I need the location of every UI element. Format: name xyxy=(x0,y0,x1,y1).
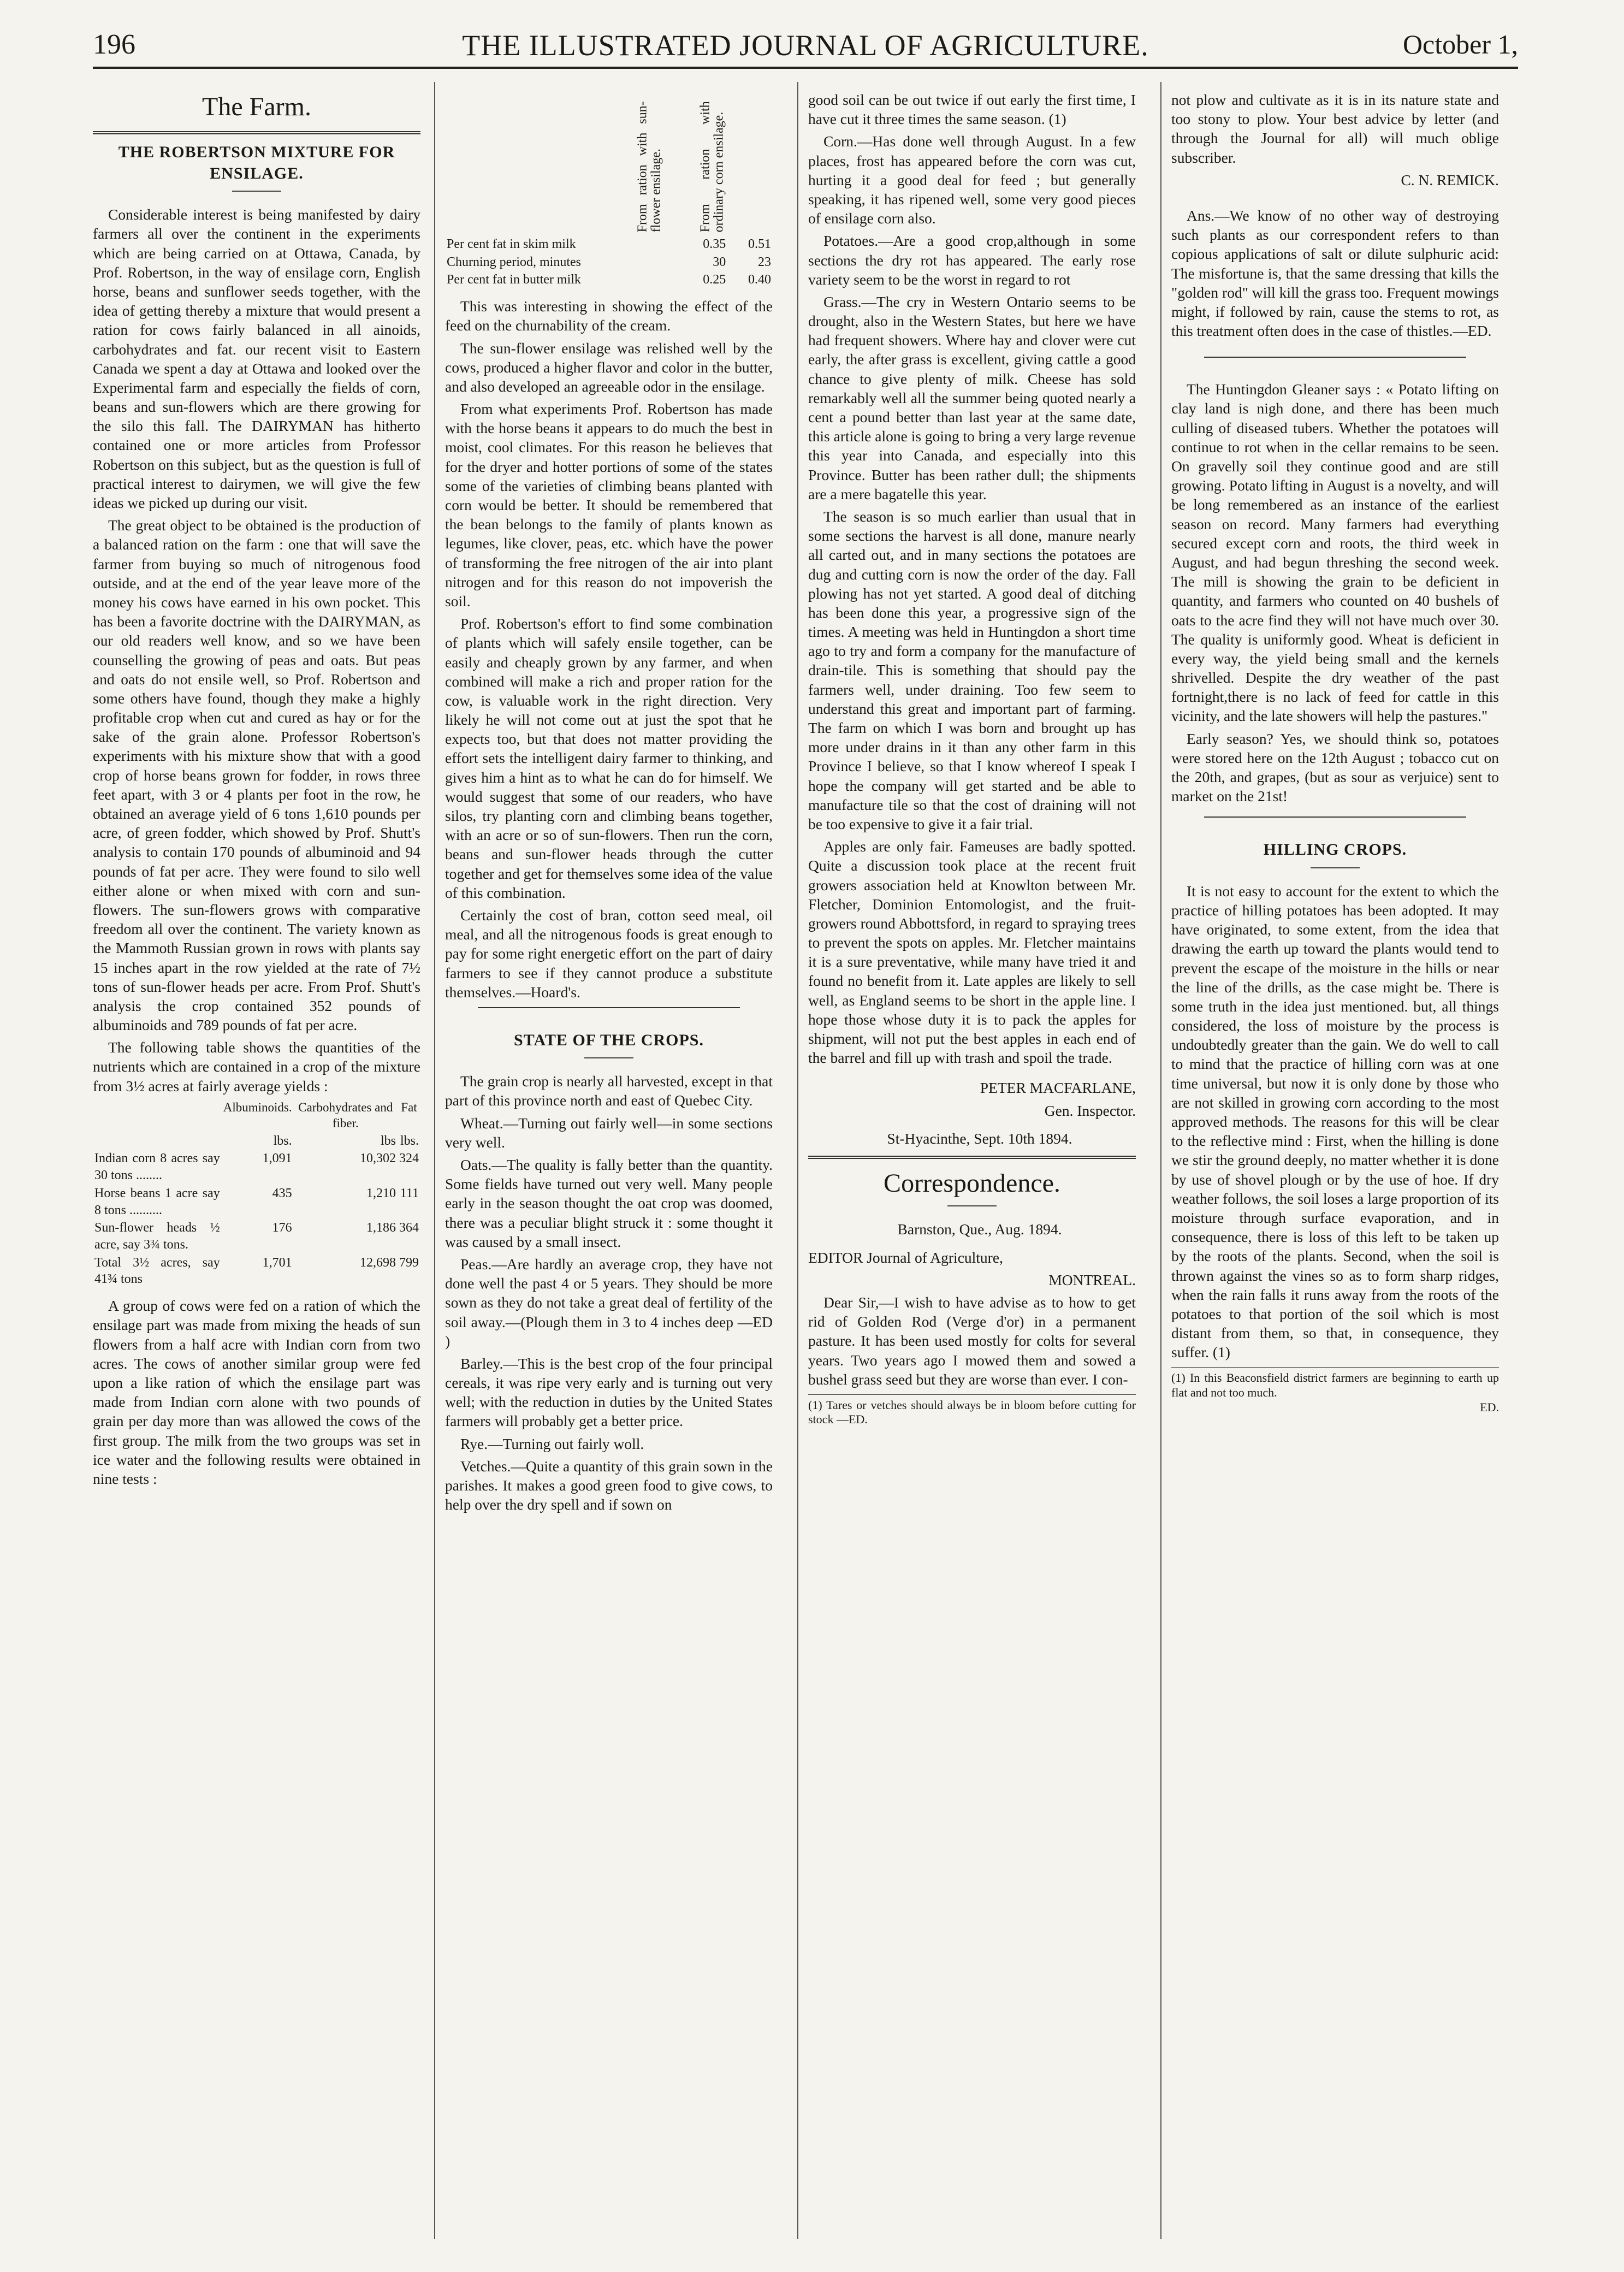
table-cell: 1,701 xyxy=(262,1255,292,1270)
column-2 xyxy=(445,90,773,2231)
paragraph: good soil can be out twice if out early the first time, I have cut it three times the same season. (1) xyxy=(808,91,1136,128)
paragraph: A group of cows were fed on a ration of which the ensilage part was made from mixing the heads of sun flowers from a half acre with Indian corn from two acres. The cows of another similar group were fed upon a like ration of which the ensilage part was made from Indian corn alone with two pounds of grain per day more than was allowed the cows of the first group. The milk from the two groups was set in ice water and the following results were obtained in nine tests : xyxy=(93,1297,420,1487)
table-cell: 12,698 xyxy=(359,1255,396,1270)
page-number: 196 xyxy=(93,29,135,60)
paragraph: Ans.—We know of no other way of destroying such plants as our correspondent refers to than copious applications of salt or dilute sulphuric acid: The misfortune is, that the same dressing that kills the "golden rod" will kill the grass too. Frequent mowings might, if followed by rain, cause the stems to rot, as this treatment often does in the case of thistles.—ED. xyxy=(1171,206,1499,340)
table-cell: 799 xyxy=(399,1255,419,1270)
paragraph: Considerable interest is being manifested by dairy farmers all over the continent in the experiments which are being carried on at Ottawa, Canada, by Prof. Robertson, in the way of ensilage corn, English horse, beans and sunflower seeds together, with the idea of getting thereby a mixture that would present a ration for cows fairly balanced in all ainoids, carbohydrates and fat. our recent visit to Eastern Canada we spent a day at Ottawa and looked over the Experimental farm and especially the fields of corn, beans and sun-flowers which are there growing for the silo this fall. The DAIRYMAN has hitherto contained one or more articles from Professor Robertson on this subject, but as the question is full of practical interest to dairymen, we will give the few ideas we picked up during our visit. xyxy=(93,206,420,512)
signature-title: Gen. Inspector. xyxy=(1044,1102,1136,1119)
article-title-state-of-crops: STATE OF THE CROPS. xyxy=(514,1031,704,1049)
table-cell: 364 xyxy=(399,1221,419,1235)
table-cell: 10,302 xyxy=(359,1151,396,1166)
results-table-head xyxy=(445,96,773,232)
title-rule xyxy=(947,1205,997,1206)
letter-signer: C. N. REMICK. xyxy=(1401,171,1499,188)
table-cell: 1,091 xyxy=(262,1151,292,1166)
paragraph: Peas.—Are hardly an average crop, they have not done well the past 4 or 5 years. They should be more sown as they do not take a great deal of fertility of the soil away.—(Plough them in 3 to 4 inches deep —ED ) xyxy=(445,1255,773,1350)
paragraph: Vetches.—Quite a quantity of this grain sown in the parishes. It makes a good green food to give cows, to help over the dry spell and if sown on xyxy=(445,1457,773,1513)
table-cell: 111 xyxy=(400,1186,419,1200)
paragraph: Rye.—Turning out fairly woll. xyxy=(460,1435,644,1452)
column-3 xyxy=(808,90,1136,2231)
table-cell: 324 xyxy=(399,1151,419,1166)
table-row xyxy=(445,235,773,253)
paragraph: The season is so much earlier than usual that in some sections the harvest is all done, manure nearly all carted out, and in many sections the potatoes are dug and cutting corn is now the order of the day. Fall plowing has not yet started. A good deal of ditching has been done this year, a progressive sign of the times. A meeting was held in Huntingdon a short time ago to try and form a company for the manufacture of drain-tile. This is something that should pay the farmers well, under draining. Too few seem to understand this great and important part of farming. The farm on which I was born and brought up has more under drains in it than any other farm in this Province I believe, so that I know whereof I speak I hope the company will get started and be able to manufacture tile so that the cost of draining will not be too expensive to give it a fair trial. xyxy=(808,507,1136,832)
table-cell: lbs. xyxy=(400,1133,419,1148)
table-cell: 435 xyxy=(272,1186,292,1200)
paragraph: Grass.—The cry in Western Ontario seems to be drought, also in the Western States, but here we have had frequent showers. Where hay and clover were cut early, the after grass is excellent, giving cattle a good chance to give plenty of milk. Cheese has sold remarkably well all the summer being quoted nearly a cent a pound better than last year at the same date, this article alone is going to bring a very large revenue this year into Canada, and especially into this Province. Butter has been rather dull; the shipments are a mere bagatelle this year. xyxy=(808,293,1136,502)
footnote: (1) Tares or vetches should always be in bloom before cutting for stock —ED. xyxy=(808,1394,1136,1427)
table-row xyxy=(445,271,773,289)
column-divider xyxy=(797,82,798,2239)
rotated-header: From ration with sun-flower ensilage. xyxy=(635,101,663,232)
section-rule xyxy=(93,131,420,134)
paragraph: Prof. Robertson's effort to find some combination of plants which will safely ensile together, can be easily and cheaply grown by any farmer, and when combined will make a rich and proper ration for the cow, is valuable work in the right direction. Very likely he will not come out at just the spot that he expects too, but that does not matter providing the effort sets the intelligent dairy farmer to thinking, and gives him a hint as to what he can do for himself. We would suggest that some of our readers, who have silos, try planting corn and climbing beans together, with an acre or so of sun-flowers. Then run the corn, beans and sun-flower heads through the cutter together and get for themselves some idea of the value of this combination. xyxy=(445,615,773,901)
paragraph: Barley.—This is the best crop of the four principal cereals, it was ripe very early and is turning out very well; with the reduction in duties by the United States farmers will probably get a better price. xyxy=(445,1354,773,1430)
table-header: Fat xyxy=(401,1100,417,1114)
separator xyxy=(1204,357,1466,358)
table-row xyxy=(93,1185,420,1219)
title-rule xyxy=(584,1057,633,1058)
section-rule xyxy=(808,1156,1136,1159)
signature-place-date: St-Hyacinthe, Sept. 10th 1894. xyxy=(887,1129,1072,1147)
table-cell: 0.51 xyxy=(748,237,771,251)
table-header: Albuminoids. xyxy=(223,1100,292,1114)
paragraph: Apples are only fair. Fameuses are badly spotted. Quite a discussion took place at the recent fruit growers association held at Knowlton between Mr. Fletcher, Dominion Entomologist, and the fruit-growers round Abbottsford, in regard to spraying trees to prevent the spots on apples. Mr. Fletcher maintains it is a sure preventative, while many have tried it and found no benefit from it. Late apples are likely to sell well, as England seems to be short in the apple line. I hope those whose duty it is to pack the apples for shipment, will not put the best apples in each end of the barrel and fill up with trash and spoil the trade. xyxy=(808,838,1136,1067)
header-rule xyxy=(93,67,1518,69)
paragraph: Corn.—Has done well through August. In a few places, frost has appeared before the corn was cut, hurting it a good deal for feed ; but generally speaking, it has ripened well, some very good pieces of ensilage corn also. xyxy=(808,133,1136,227)
column-4 xyxy=(1171,90,1499,2231)
table-cell xyxy=(93,1132,222,1150)
table-cell: lbs xyxy=(380,1133,396,1148)
table-cell: 0.35 xyxy=(703,237,726,251)
table-header: Carbohydrates and fiber. xyxy=(298,1100,393,1131)
column-divider xyxy=(434,82,435,2239)
table-cell: Per cent fat in skim milk xyxy=(447,237,576,251)
table-header-row xyxy=(93,1099,420,1132)
paragraph: Potatoes.—Are a good crop,although in some sections the dry rot has appeared. The early rose variety seem to be the worst in regard to rot xyxy=(808,232,1136,288)
letter-place-date: Barnston, Que., Aug. 1894. xyxy=(897,1221,1062,1238)
table-cell: 0.40 xyxy=(748,273,771,287)
table-cell: 0.25 xyxy=(703,273,726,287)
column-1 xyxy=(93,90,420,2231)
letter-body: Dear Sir,—I wish to have advise as to how to get rid of Golden Rod (Verge d'or) in a permanent pasture. It has been used mostly for colts for several years. Two years ago I mowed them and sowed a bushel grass seed but they are worse than ever. I con- xyxy=(808,1293,1136,1388)
paragraph: The grain crop is nearly all harvested, except in that part of this province north and east of Quebec City. xyxy=(445,1073,773,1109)
article-title-hilling-crops: HILLING CROPS. xyxy=(1263,841,1407,859)
paragraph: The following table shows the quantities of the nutrients which are contained in a crop of the mixture from 3½ acres at fairly average yields : xyxy=(93,1039,420,1094)
results-table xyxy=(445,235,773,289)
table-cell: 1,186 xyxy=(366,1221,396,1235)
table-cell: Indian corn 8 acres say 30 tons ........ xyxy=(94,1151,220,1183)
table-row xyxy=(93,1254,420,1288)
table-cell: 23 xyxy=(758,255,771,269)
table-units-row xyxy=(93,1132,420,1150)
table-cell: Per cent fat in butter milk xyxy=(447,273,581,287)
table-cell: 176 xyxy=(272,1221,292,1235)
table-cell: Churning period, minutes xyxy=(447,255,581,269)
nutrients-table xyxy=(93,1099,420,1288)
paragraph: The Huntingdon Gleaner says : « Potato lifting on clay land is nigh done, and there has been much culling of diseased tubers. Whether the potatoes will continue to rot when in the cellar remains to be seen. On gravelly soil they continue good and are still growing. Potato lifting in August is a novelty, and will be long remembered as an instance of the earliest season on record. Many farmers had everything secured except corn and roots, the third week in August, and had begun threshing the second week. The mill is showing the grain to be deficient in quantity, and farmers who counted on 40 bushels of oats to the acre find they will not have much over 30. The quality is uniformly good. Wheat is deficient in every way, the yield being small and the kernels shrivelled. Despite the dry weather of the past fortnight,there is no lack of feed for cattle in this vicinity, and the late showers will help the pastures." xyxy=(1171,381,1499,725)
section-title-correspondence: Correspondence. xyxy=(884,1168,1060,1198)
paragraph: From what experiments Prof. Robertson has made with the horse beans it appears to do much the best in moist, cool climates. For this reason he believes that for the dryer and hotter portions of some of the states some of the varieties of climbing beans planted with corn would be better. It should be remembered that the bean belongs to the family of plants known as legumes, like clover, peas, etc. which have the power of transforming the free nitrogen of the air into plant nitrogen and for this reason do not impoverish the soil. xyxy=(445,400,773,610)
paragraph: not plow and cultivate as it is in its nature state and too stony to plow. Your best advice by letter (and through the Journal for all) will much oblige subscriber. xyxy=(1171,91,1499,166)
paragraph: It is not easy to account for the extent to which the practice of hilling potatoes has been adopted. It may have originated, to some extent, from the idea that drawing the earth up toward the plants would tend to prevent the escape of the moisture in the hills or near the line of the drills, as the case might be. There is some truth in the idea just mentioned. but, all things considered, the loss of moisture by the process is undoubtedly greater than the gain. We do well to call to mind that the practice of hilling corn was at one time universal, but now it is only done by those who are not skilled in growing corn according to the most approved methods. The reasons for this will be clear to the reflective mind : First, when the hilling is done we stir the ground deeply, no matter whether it is done by use of shovel plough or by the use of hoe. If dry weather follows, the soil loses a large proportion of its moisture through surface evaporation, and in consequence, there is loss of this left to be taken up by the roots of the plants. Second, when the soil is thrown against the vines so as to form sharp ridges, when the rain falls it runs away from the roots of the potatoes to that portion of the soil which is most distant from them, so that, in consequence, they suffer. (1) xyxy=(1171,882,1499,1361)
table-header xyxy=(93,1099,222,1132)
table-row xyxy=(93,1219,420,1253)
rotated-header: From ration with ordinary corn ensilage. xyxy=(698,101,726,232)
page-header xyxy=(93,28,1518,61)
paragraph: Oats.—The quality is fally better than the quantity. Some fields have turned out very well. Many people early in the season thought the oat crop was doomed, there was a peculiar blight struck it : some thought it was caused by a small insect. xyxy=(445,1156,773,1250)
journal-title: THE ILLUSTRATED JOURNAL OF AGRICULTURE. xyxy=(462,29,1149,62)
paragraph: Certainly the cost of bran, cotton seed meal, oil meal, and all the nitrogenous foods is great enough to pay for some right energetic effort on the part of dairy farmers to see if they cannot produce a substitute themselves.—Hoard's. xyxy=(445,906,773,1001)
footnote-signature: ED. xyxy=(1480,1400,1499,1415)
table-cell: 30 xyxy=(713,255,726,269)
footnote: (1) In this Beaconsfield district farmers are beginning to earth up flat and not too much. xyxy=(1171,1367,1499,1400)
article-title-robertson-mixture: THE ROBERTSON MIXTURE FOR ENSILAGE. xyxy=(118,143,395,182)
table-cell: Sun-flower heads ½ acre, say 3¾ tons. xyxy=(94,1221,220,1252)
letter-city: MONTREAL. xyxy=(1048,1271,1136,1288)
title-rule xyxy=(232,191,281,192)
issue-date: October 1, xyxy=(1402,29,1518,60)
signature-name: PETER MACFARLANE, xyxy=(980,1079,1136,1097)
paragraph: The great object to be obtained is the production of a balanced ration on the farm : one that will save the farmer from buying so much of nitrogenous food outside, and at the end of the year leave more of the money his cows have earned in his own pocket. This has been a favorite doctrine with the DAIRYMAN, as our old readers well know, and so we have been counselling the growing of peas and oats. But peas and oats do not ensile well, so Prof. Robertson and some others have found, though they make a highly profitable crop when cut and cured as hay or for the sake of the grain alone. Professor Robertson's experiments with his mixture show that with a good crop of horse beans grown for fodder, in rows three feet apart, with 3 or 4 plants per foot in the row, he obtained an average yield of 6 tons 1,610 pounds per acre, of green fodder, which showed by Prof. Shutt's analysis to contain 170 pounds of albuminoid and 94 pounds of fat per acre. They were found to silo well either alone or when mixed with corn and sun-flowers. The sun-flowers grows with comparative freedom all over the continent. The variety known as the Mammoth Russian grown in rows with plants say 15 inches apart in the row yielded at the rate of 7½ tons of sun-flower heads per acre. From Prof. Shutt's analysis the crop contained 352 pounds of albuminoids and 789 pounds of fat per acre. xyxy=(93,517,420,1034)
paragraph: Early season? Yes, we should think so, potatoes were stored here on the 12th August ; tobacco cut on the 20th, and grapes, (but as sour as verjuice) sent to market on the 21st! xyxy=(1171,730,1499,805)
separator xyxy=(478,1007,740,1008)
table-cell: lbs. xyxy=(273,1133,292,1148)
table-cell: Horse beans 1 acre say 8 tons .......... xyxy=(94,1186,220,1217)
table-cell: 1,210 xyxy=(366,1186,396,1200)
paragraph: Wheat.—Turning out fairly well—in some sections very well. xyxy=(445,1114,773,1151)
column-divider xyxy=(1160,82,1161,2239)
paragraph: The sun-flower ensilage was relished well by the cows, produced a higher flavor and color in the butter, and also developed an agreeable odor in the ensilage. xyxy=(445,339,773,395)
separator xyxy=(1204,816,1466,818)
table-row xyxy=(93,1150,420,1184)
table-cell: Total 3½ acres, say 41¾ tons xyxy=(94,1255,220,1287)
title-rule xyxy=(1311,867,1360,868)
section-title-the-farm: The Farm. xyxy=(202,92,311,121)
table-row xyxy=(445,253,773,271)
paragraph: This was interesting in showing the effect of the feed on the churnability of the cream. xyxy=(445,298,773,334)
letter-addressee: EDITOR Journal of Agriculture, xyxy=(808,1249,1003,1266)
